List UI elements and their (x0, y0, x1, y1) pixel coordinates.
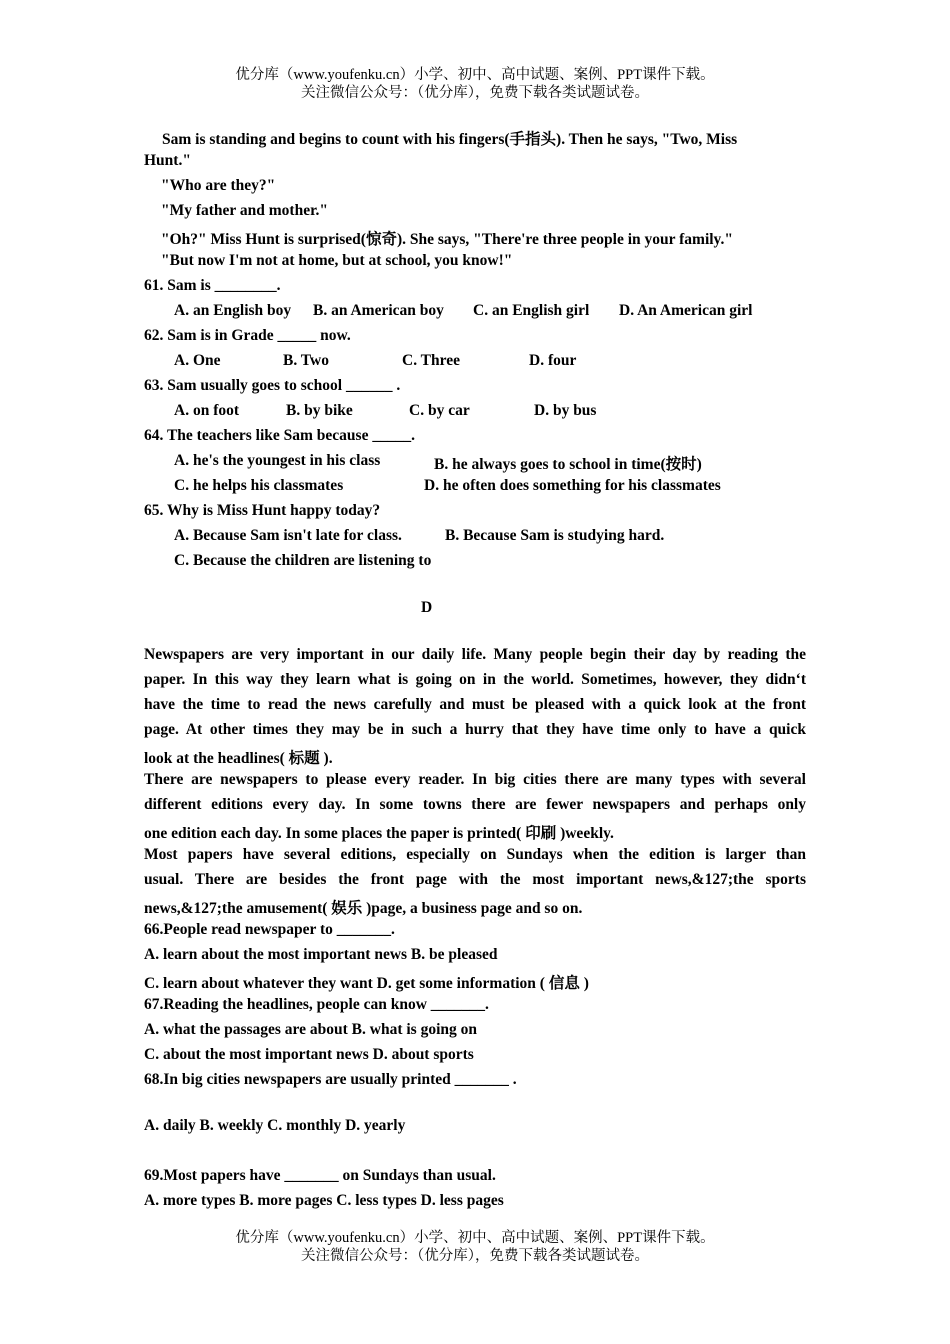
paragraph-line: have the time to read the news carefully and must be pleased with a quick look at the front (144, 696, 806, 713)
answer-options-line: A. learn about the most important news B. be pleased (144, 946, 498, 963)
answer-option: C. by car (409, 402, 470, 419)
question-stem: 63. Sam usually goes to school ______ . (144, 377, 401, 394)
passage-line: "Oh?" Miss Hunt is surprised(惊奇). She says, "There're three people in your family." (161, 231, 733, 248)
question-stem: 69.Most papers have _______ on Sundays than usual. (144, 1167, 496, 1184)
answer-option: D. by bus (534, 402, 597, 419)
answer-option: B. Two (283, 352, 329, 369)
answer-option: A. on foot (174, 402, 240, 419)
passage-line: "But now I'm not at home, but at school, you know!" (161, 252, 513, 269)
answer-option: A. One (174, 352, 221, 369)
paragraph-line: different editions every day. In some towns there are fewer newspapers and perhaps only (144, 796, 806, 813)
question-stem: 65. Why is Miss Hunt happy today? (144, 502, 381, 519)
answer-option: B. he always goes to school in time(按时) (434, 456, 702, 473)
answer-options-line: A. more types B. more pages C. less types D. less pages (144, 1192, 504, 1209)
answer-option: B. by bike (286, 402, 353, 419)
answer-options-line: C. about the most important news D. about sports (144, 1046, 474, 1063)
paragraph-line: paper. In this way they learn what is going on in the world. Sometimes, however, they didn‘t (144, 671, 806, 688)
answer-option: D. he often does something for his classmates (424, 477, 721, 494)
question-stem: 64. The teachers like Sam because _____. (144, 427, 415, 444)
passage-line: Hunt." (144, 152, 191, 169)
answer-option: A. Because Sam isn't late for class. (174, 527, 402, 544)
question-stem: 68.In big cities newspapers are usually printed _______ . (144, 1071, 517, 1088)
question-stem: 61. Sam is ________. (144, 277, 281, 294)
paragraph-line: one edition each day. In some places the paper is printed( 印刷 )weekly. (144, 825, 614, 842)
answer-option: D. four (529, 352, 577, 369)
page-footer (0, 1229, 950, 1265)
passage-line: "My father and mother." (161, 202, 329, 219)
paragraph-line: Most papers have several editions, especially on Sundays when the edition is larger than (144, 846, 806, 863)
answer-option: D. An American girl (619, 302, 753, 319)
footer-line-1: 优分库（www.youfenku.cn）小学、初中、高中试题、案例、PPT课件下载。 (235, 1230, 715, 1246)
question-stem: 66.People read newspaper to _______. (144, 921, 395, 938)
answer-option: A. an English boy (174, 302, 292, 319)
section-heading: D (421, 599, 433, 616)
paragraph-line: Newspapers are very important in our daily life. Many people begin their day by reading the (144, 646, 806, 663)
answer-options-line: C. learn about whatever they want D. get some information ( 信息 ) (144, 975, 589, 992)
answer-options-line: A. what the passages are about B. what is going on (144, 1021, 478, 1038)
answer-option: B. Because Sam is studying hard. (445, 527, 665, 544)
header-line-1: 优分库（www.youfenku.cn）小学、初中、高中试题、案例、PPT课件下载。 (235, 67, 715, 83)
footer-line-2: 关注微信公众号：（优分库），免费下载各类试题试卷。 (301, 1248, 649, 1264)
passage-line: Sam is standing and begins to count with his fingers(手指头). Then he says, "Two, Miss (162, 131, 738, 148)
answer-option: B. an American boy (313, 302, 444, 319)
question-stem: 67.Reading the headlines, people can know _______. (144, 996, 489, 1013)
paragraph-line: usual. There are besides the front page with the most important news,&127;the sports (144, 871, 806, 888)
passage-line: "Who are they?" (161, 177, 276, 194)
header-line-2: 关注微信公众号：（优分库），免费下载各类试题试卷。 (301, 85, 649, 101)
paragraph-line: page. At other times they may be in such a hurry that they have time only to have a quick (144, 721, 806, 738)
paragraph-line: There are newspapers to please every reader. In big cities there are many types with several (144, 771, 806, 788)
answer-option: C. Because the children are listening to (174, 552, 432, 569)
paragraph-line: look at the headlines( 标题 ). (144, 750, 333, 767)
answer-option: C. an English girl (473, 302, 590, 319)
document-body (144, 0, 806, 1220)
answer-option: A. he's the youngest in his class (174, 452, 381, 469)
answer-options-line: A. daily B. weekly C. monthly D. yearly (144, 1117, 406, 1134)
question-stem: 62. Sam is in Grade _____ now. (144, 327, 351, 344)
answer-option: C. he helps his classmates (174, 477, 344, 494)
answer-option: C. Three (402, 352, 460, 369)
paragraph-line: news,&127;the amusement( 娱乐 )page, a business page and so on. (144, 900, 583, 917)
